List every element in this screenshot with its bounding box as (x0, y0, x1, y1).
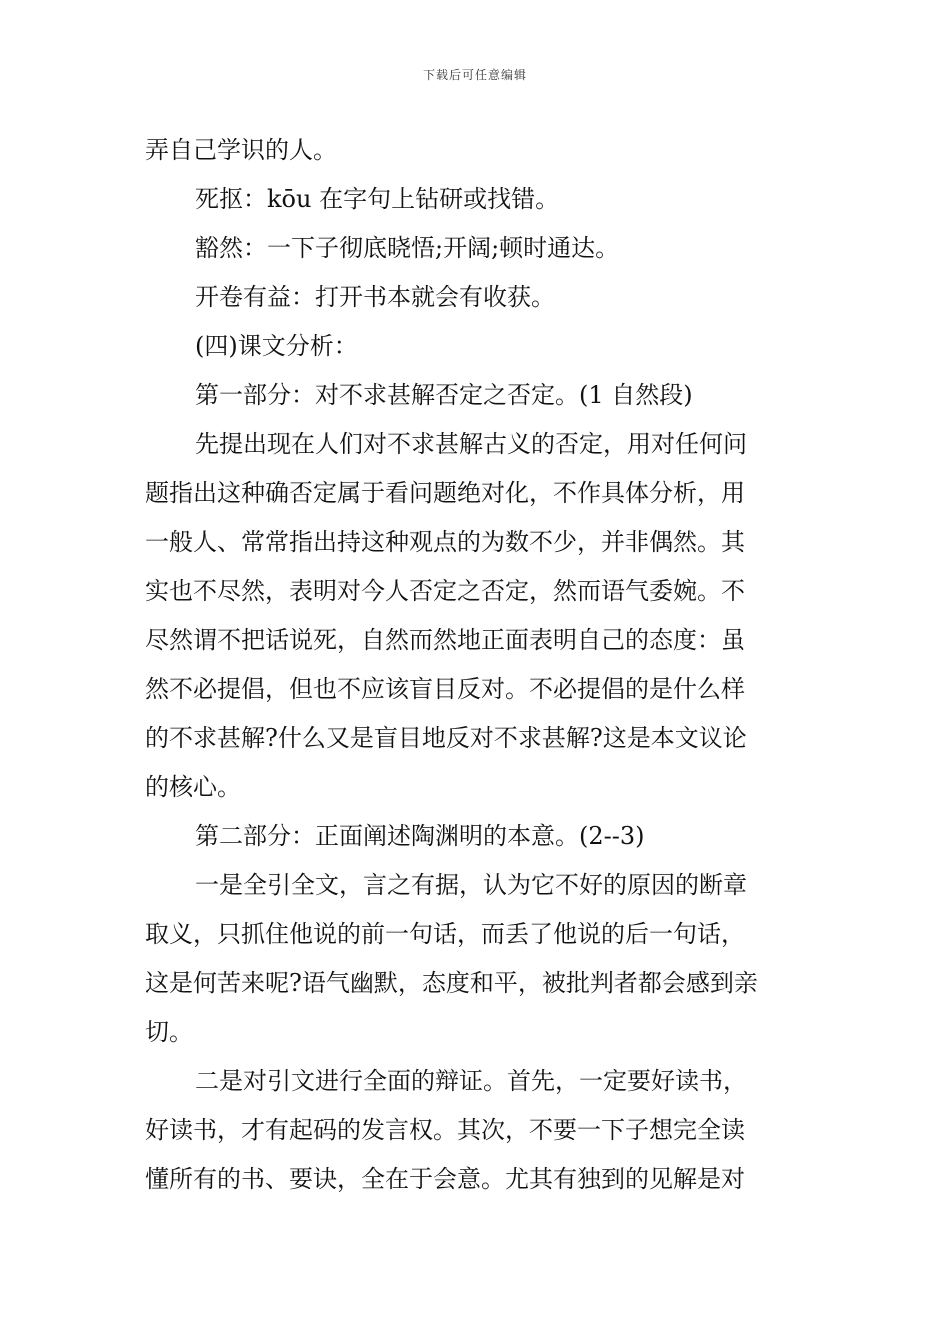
part-two-heading: 第二部分：正面阐述陶渊明的本意。(2--3) (195, 822, 645, 850)
text-line-16: 一是全引全文，言之有据，认为它不好的原因的断章 (195, 871, 747, 899)
text-line-20: 二是对引文进行全面的辩证。首先，一定要好读书， (195, 1067, 747, 1095)
text-line-17: 取义，只抓住他说的前一句话，而丢了他说的后一句话， (145, 920, 745, 948)
text-line-13: 的不求甚解?什么又是盲目地反对不求甚解?这是本文议论 (145, 724, 747, 752)
text-line-21: 好读书，才有起码的发言权。其次，不要一下子想完全读 (145, 1116, 745, 1144)
text-line-11: 尽然谓不把话说死，自然而然地正面表明自己的态度：虽 (145, 626, 745, 654)
text-line-7: 先提出现在人们对不求甚解古义的否定，用对任何问 (195, 430, 747, 458)
text-line-10: 实也不尽然，表明对今人否定之否定，然而语气委婉。不 (145, 577, 745, 605)
text-line-4: 开卷有益：打开书本就会有收获。 (195, 283, 555, 311)
text-line-3: 豁然：一下子彻底晓悟;开阔;顿时通达。 (195, 234, 620, 262)
page-header: 下载后可任意编辑 (422, 68, 527, 82)
text-line-2: 死抠：kōu 在字句上钻研或找错。 (195, 185, 560, 213)
part-one-heading: 第一部分：对不求甚解否定之否定。(1 自然段) (195, 381, 693, 409)
document-body (145, 126, 810, 1204)
text-line-14: 的核心。 (145, 773, 241, 801)
text-line-22: 懂所有的书、要诀，全在于会意。尤其有独到的见解是对 (145, 1165, 745, 1193)
text-line-8: 题指出这种确否定属于看问题绝对化，不作具体分析，用 (145, 479, 745, 507)
section-heading-analysis: (四)课文分析： (195, 332, 358, 360)
text-line-9: 一般人、常常指出持这种观点的为数不少，并非偶然。其 (145, 528, 745, 556)
text-line-12: 然不必提倡，但也不应该盲目反对。不必提倡的是什么样 (145, 675, 745, 703)
text-line-1: 弄自己学识的人。 (145, 136, 337, 164)
text-line-18: 这是何苦来呢?语气幽默，态度和平，被批判者都会感到亲 (145, 969, 758, 997)
text-line-19: 切。 (145, 1018, 193, 1046)
